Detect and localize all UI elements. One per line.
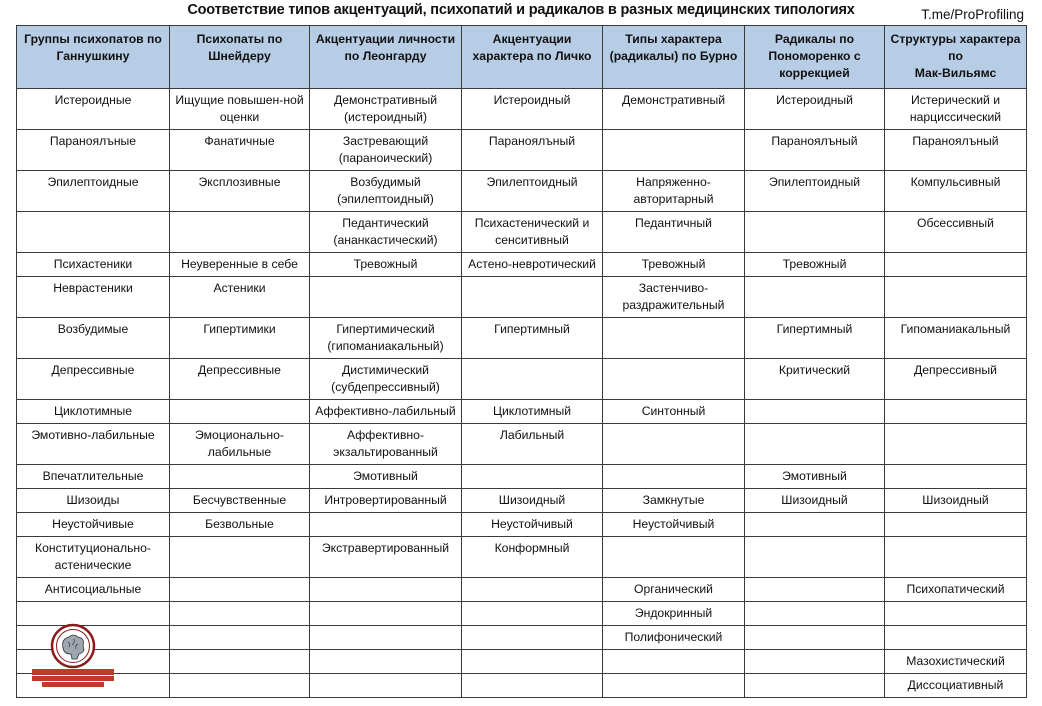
table-row bbox=[17, 400, 1027, 424]
cell-lichko: Циклотимный bbox=[462, 400, 603, 424]
cell-lichko: Шизоидный bbox=[462, 489, 603, 513]
table-row bbox=[17, 171, 1027, 212]
cell-lichko: Эпилептоидный bbox=[462, 171, 603, 212]
cell-burno: Эндокринный bbox=[603, 602, 745, 626]
cell-burno bbox=[603, 465, 745, 489]
cell-lichko bbox=[462, 650, 603, 674]
cell-ponomarenko bbox=[745, 513, 885, 537]
cell-schneider bbox=[170, 602, 310, 626]
cell-lichko bbox=[462, 465, 603, 489]
cell-lichko: Неустойчивый bbox=[462, 513, 603, 537]
cell-leonhard bbox=[310, 277, 462, 318]
cell-schneider: Фанатичные bbox=[170, 130, 310, 171]
table-row bbox=[17, 674, 1027, 698]
cell-burno: Органический bbox=[603, 578, 745, 602]
cell-leonhard: Интровертированный bbox=[310, 489, 462, 513]
cell-mcwilliams: Компульсивный bbox=[885, 171, 1027, 212]
page-title: Соответствие типов акцентуаций, психопатий и радикалов в разных медицинских типологиях bbox=[187, 2, 855, 18]
cell-leonhard: Демонстративный (истероидный) bbox=[310, 89, 462, 130]
table-row bbox=[17, 650, 1027, 674]
table-row bbox=[17, 602, 1027, 626]
table-row bbox=[17, 277, 1027, 318]
cell-lichko bbox=[462, 626, 603, 650]
header-mcwilliams: Структуры характера по Мак-Вильямс bbox=[885, 26, 1027, 89]
cell-gannushkin: Конституционально-астенические bbox=[17, 537, 170, 578]
cell-leonhard: Аффективно-экзальтированный bbox=[310, 424, 462, 465]
cell-lichko bbox=[462, 359, 603, 400]
cell-ponomarenko bbox=[745, 277, 885, 318]
cell-burno bbox=[603, 359, 745, 400]
cell-ponomarenko bbox=[745, 626, 885, 650]
header-gannushkin: Группы психопатов по Ганнушкину bbox=[17, 26, 170, 89]
cell-burno: Демонстративный bbox=[603, 89, 745, 130]
cell-schneider bbox=[170, 537, 310, 578]
cell-schneider: Бесчувственные bbox=[170, 489, 310, 513]
cell-mcwilliams: Психопатический bbox=[885, 578, 1027, 602]
cell-ponomarenko: Эпилептоидный bbox=[745, 171, 885, 212]
cell-lichko bbox=[462, 674, 603, 698]
header-leonhard: Акцентуации личности по Леонгарду bbox=[310, 26, 462, 89]
cell-ponomarenko: Истероидный bbox=[745, 89, 885, 130]
cell-leonhard bbox=[310, 626, 462, 650]
cell-leonhard: Застревающий (параноический) bbox=[310, 130, 462, 171]
cell-leonhard: Аффективно-лабильный bbox=[310, 400, 462, 424]
cell-ponomarenko: Шизоидный bbox=[745, 489, 885, 513]
cell-schneider: Безвольные bbox=[170, 513, 310, 537]
cell-leonhard bbox=[310, 513, 462, 537]
cell-burno: Неустойчивый bbox=[603, 513, 745, 537]
cell-mcwilliams bbox=[885, 626, 1027, 650]
cell-leonhard bbox=[310, 650, 462, 674]
cell-leonhard bbox=[310, 602, 462, 626]
cell-mcwilliams bbox=[885, 424, 1027, 465]
cell-mcwilliams: Параноялъный bbox=[885, 130, 1027, 171]
cell-schneider: Эксплозивные bbox=[170, 171, 310, 212]
cell-mcwilliams bbox=[885, 277, 1027, 318]
cell-burno bbox=[603, 424, 745, 465]
header-schneider: Психопаты по Шнейдеру bbox=[170, 26, 310, 89]
cell-ponomarenko: Параноялъный bbox=[745, 130, 885, 171]
cell-ponomarenko: Тревожный bbox=[745, 253, 885, 277]
cell-gannushkin: Шизоиды bbox=[17, 489, 170, 513]
cell-lichko: Истероидный bbox=[462, 89, 603, 130]
cell-lichko bbox=[462, 277, 603, 318]
table-row bbox=[17, 513, 1027, 537]
cell-gannushkin: Эпилептоидные bbox=[17, 171, 170, 212]
cell-schneider bbox=[170, 650, 310, 674]
cell-lichko: Параноялъный bbox=[462, 130, 603, 171]
cell-leonhard: Педантический (ананкастический) bbox=[310, 212, 462, 253]
table-row bbox=[17, 318, 1027, 359]
table-row bbox=[17, 212, 1027, 253]
cell-ponomarenko bbox=[745, 537, 885, 578]
cell-schneider bbox=[170, 626, 310, 650]
cell-schneider: Ищущие повышен-ной оценки bbox=[170, 89, 310, 130]
cell-burno: Напряженно-авторитарный bbox=[603, 171, 745, 212]
cell-gannushkin: Впечатлительные bbox=[17, 465, 170, 489]
cell-schneider bbox=[170, 674, 310, 698]
cell-ponomarenko bbox=[745, 602, 885, 626]
cell-mcwilliams bbox=[885, 465, 1027, 489]
table-row bbox=[17, 89, 1027, 130]
cell-gannushkin: Неврастеники bbox=[17, 277, 170, 318]
cell-schneider bbox=[170, 465, 310, 489]
typology-table bbox=[16, 25, 1027, 698]
cell-lichko: Гипертимный bbox=[462, 318, 603, 359]
cell-gannushkin: Истероидные bbox=[17, 89, 170, 130]
cell-burno bbox=[603, 650, 745, 674]
cell-schneider bbox=[170, 400, 310, 424]
cell-burno bbox=[603, 130, 745, 171]
cell-mcwilliams bbox=[885, 400, 1027, 424]
cell-ponomarenko bbox=[745, 212, 885, 253]
cell-burno bbox=[603, 674, 745, 698]
cell-lichko bbox=[462, 578, 603, 602]
cell-mcwilliams bbox=[885, 602, 1027, 626]
cell-leonhard: Возбудимый (эпилептоидный) bbox=[310, 171, 462, 212]
cell-gannushkin: Циклотимные bbox=[17, 400, 170, 424]
cell-mcwilliams bbox=[885, 537, 1027, 578]
cell-leonhard bbox=[310, 674, 462, 698]
cell-burno bbox=[603, 318, 745, 359]
cell-mcwilliams: Диссоциативный bbox=[885, 674, 1027, 698]
cell-mcwilliams: Шизоидный bbox=[885, 489, 1027, 513]
cell-ponomarenko bbox=[745, 578, 885, 602]
cell-burno: Полифонический bbox=[603, 626, 745, 650]
cell-burno: Застенчиво-раздражительный bbox=[603, 277, 745, 318]
cell-mcwilliams: Обсессивный bbox=[885, 212, 1027, 253]
cell-schneider bbox=[170, 212, 310, 253]
cell-ponomarenko: Гипертимный bbox=[745, 318, 885, 359]
cell-leonhard: Экстравертированный bbox=[310, 537, 462, 578]
table-row bbox=[17, 489, 1027, 513]
cell-lichko: Психастенический и сенситивный bbox=[462, 212, 603, 253]
cell-mcwilliams bbox=[885, 513, 1027, 537]
cell-leonhard: Тревожный bbox=[310, 253, 462, 277]
cell-lichko: Лабильный bbox=[462, 424, 603, 465]
table-row bbox=[17, 359, 1027, 400]
cell-gannushkin: Эмотивно-лабильные bbox=[17, 424, 170, 465]
cell-gannushkin: Неустойчивые bbox=[17, 513, 170, 537]
cell-ponomarenko bbox=[745, 400, 885, 424]
cell-ponomarenko bbox=[745, 674, 885, 698]
cell-mcwilliams bbox=[885, 253, 1027, 277]
table-row bbox=[17, 626, 1027, 650]
table-row bbox=[17, 130, 1027, 171]
cell-burno bbox=[603, 537, 745, 578]
cell-burno: Тревожный bbox=[603, 253, 745, 277]
table-row bbox=[17, 578, 1027, 602]
cell-burno: Замкнутые bbox=[603, 489, 745, 513]
cell-schneider: Астеники bbox=[170, 277, 310, 318]
cell-gannushkin: Возбудимые bbox=[17, 318, 170, 359]
cell-burno: Педантичный bbox=[603, 212, 745, 253]
cell-leonhard: Гипертимический (гипоманиакальный) bbox=[310, 318, 462, 359]
telegram-handle[interactable]: T.me/ProProfiling bbox=[921, 7, 1024, 22]
table-row bbox=[17, 465, 1027, 489]
cell-schneider bbox=[170, 578, 310, 602]
cell-ponomarenko bbox=[745, 650, 885, 674]
header-lichko: Акцентуации характера по Личко bbox=[462, 26, 603, 89]
header-ponomarenko: Радикалы по Пономоренко с коррекцией bbox=[745, 26, 885, 89]
cell-schneider: Гипертимики bbox=[170, 318, 310, 359]
cell-burno: Синтонный bbox=[603, 400, 745, 424]
cell-lichko: Конформный bbox=[462, 537, 603, 578]
header-burno: Типы характера (радикалы) по Бурно bbox=[603, 26, 745, 89]
cell-leonhard bbox=[310, 578, 462, 602]
cell-leonhard: Дистимический (субдепрессивный) bbox=[310, 359, 462, 400]
cell-lichko: Астено-невротический bbox=[462, 253, 603, 277]
cell-schneider: Эмоционально-лабильные bbox=[170, 424, 310, 465]
table-header-row bbox=[17, 26, 1027, 89]
profiling-logo bbox=[28, 622, 118, 694]
table-row bbox=[17, 537, 1027, 578]
table-row bbox=[17, 424, 1027, 465]
cell-leonhard: Эмотивный bbox=[310, 465, 462, 489]
cell-gannushkin: Депрессивные bbox=[17, 359, 170, 400]
cell-mcwilliams: Гипоманиакальный bbox=[885, 318, 1027, 359]
cell-mcwilliams: Депрессивный bbox=[885, 359, 1027, 400]
table-row bbox=[17, 253, 1027, 277]
cell-lichko bbox=[462, 602, 603, 626]
cell-ponomarenko: Эмотивный bbox=[745, 465, 885, 489]
cell-gannushkin bbox=[17, 212, 170, 253]
cell-gannushkin: Антисоциальные bbox=[17, 578, 170, 602]
cell-ponomarenko bbox=[745, 424, 885, 465]
cell-gannushkin: Параноялъные bbox=[17, 130, 170, 171]
cell-schneider: Неуверенные в себе bbox=[170, 253, 310, 277]
cell-mcwilliams: Мазохистический bbox=[885, 650, 1027, 674]
cell-schneider: Депрессивные bbox=[170, 359, 310, 400]
cell-mcwilliams: Истерический и нарциссический bbox=[885, 89, 1027, 130]
cell-ponomarenko: Критический bbox=[745, 359, 885, 400]
cell-gannushkin: Психастеники bbox=[17, 253, 170, 277]
